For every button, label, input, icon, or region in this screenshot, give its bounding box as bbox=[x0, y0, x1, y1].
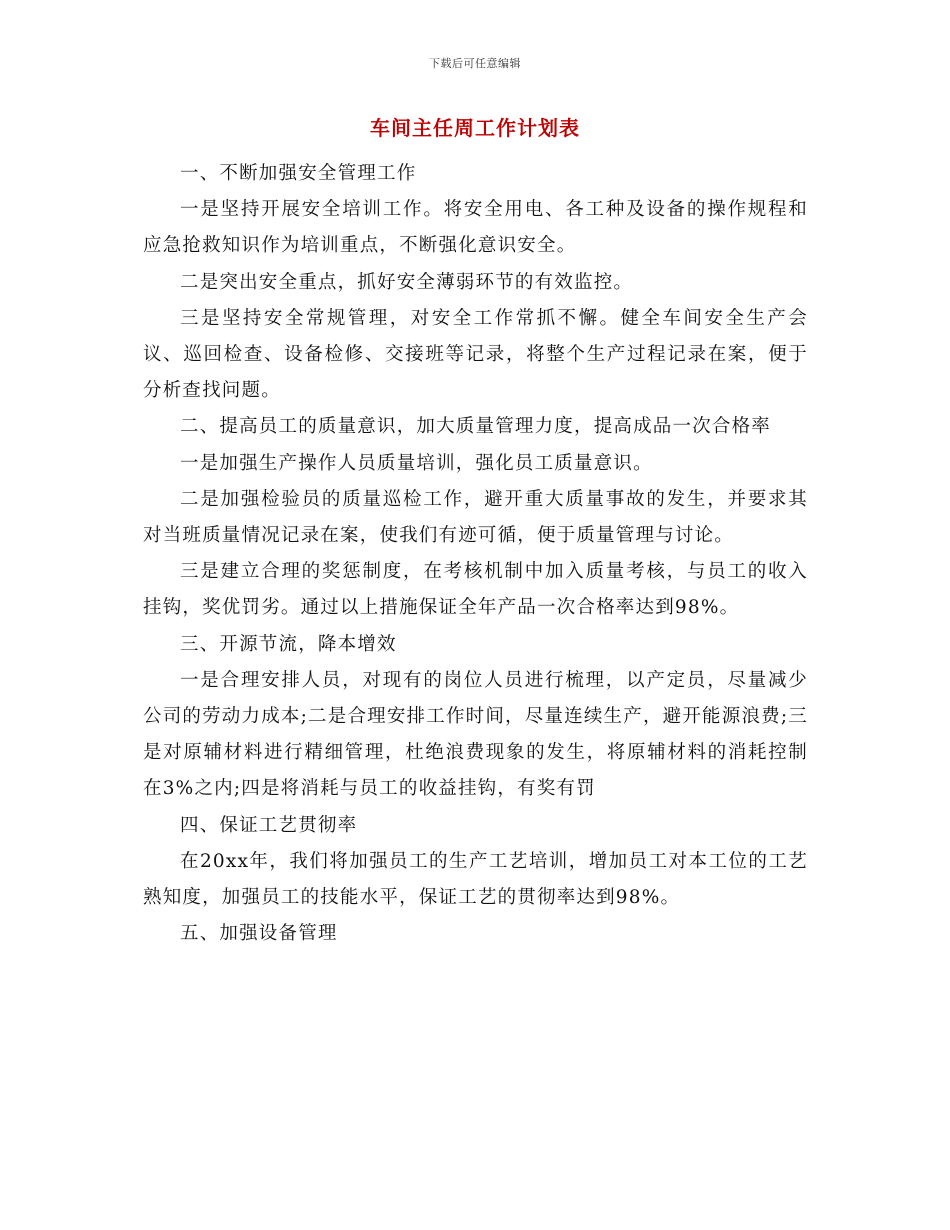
paragraph: 一是坚持开展安全培训工作。将安全用电、各工种及设备的操作规程和应急抢救知识作为培训重点，不断强化意识安全。 bbox=[143, 199, 808, 257]
paragraph: 三是建立合理的奖惩制度，在考核机制中加入质量考核，与员工的收入挂钩，奖优罚劣。通过以上措施保证全年产品一次合格率达到98%。 bbox=[143, 561, 808, 619]
section-heading-cost: 三、开源节流，降本增效 bbox=[180, 633, 397, 655]
paragraph: 二是突出安全重点，抓好安全薄弱环节的有效监控。 bbox=[180, 271, 634, 293]
section-heading-quality: 二、提高员工的质量意识，加大质量管理力度，提高成品一次合格率 bbox=[180, 416, 772, 438]
section-heading-safety: 一、不断加强安全管理工作 bbox=[180, 163, 417, 184]
document-title: 车间主任周工作计划表 bbox=[370, 116, 580, 140]
paragraph: 一是合理安排人员，对现有的岗位人员进行梳理，以产定员，尽量减少公司的劳动力成本;二是合理安排工作时间，尽量连续生产，避开能源浪费;三是对原辅材料进行精细管理，杜绝浪费现象的发生，将原辅材料的消耗控制在3%之内;四是将消耗与员工的收益挂钩，有奖有罚 bbox=[143, 669, 808, 800]
paragraph: 二是加强检验员的质量巡检工作，避开重大质量事故的发生，并要求其对当班质量情况记录在案，使我们有迹可循，便于质量管理与讨论。 bbox=[143, 488, 808, 547]
document-body bbox=[143, 156, 808, 952]
section-heading-process: 四、保证工艺贯彻率 bbox=[180, 814, 358, 836]
paragraph: 三是坚持安全常规管理，对安全工作常抓不懈。健全车间安全生产会议、巡回检查、设备检修、交接班等记录，将整个生产过程记录在案，便于分析查找问题。 bbox=[143, 307, 808, 402]
header-note: 下载后可任意编辑 bbox=[429, 57, 521, 70]
section-heading-equipment: 五、加强设备管理 bbox=[180, 923, 338, 945]
paragraph: 一是加强生产操作人员质量培训，强化员工质量意识。 bbox=[180, 452, 653, 474]
paragraph: 在20xx年，我们将加强员工的生产工艺培训，增加员工对本工位的工艺熟知度，加强员工的技能水平，保证工艺的贯彻率达到98%。 bbox=[143, 850, 808, 909]
